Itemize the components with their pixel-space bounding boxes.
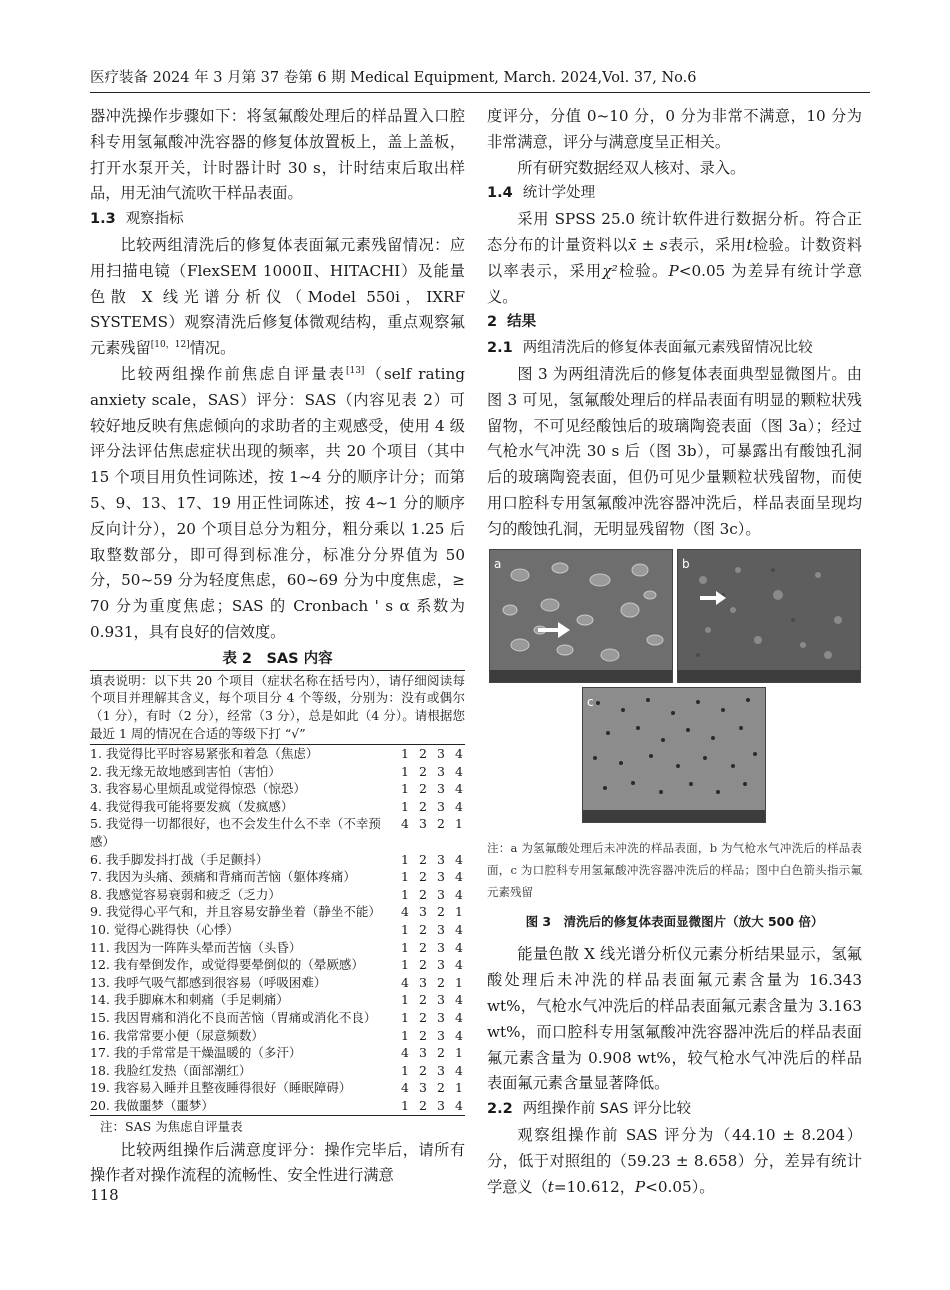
table-row-scores — [401, 780, 465, 798]
score-cell: 3 — [437, 781, 445, 797]
score-cell: 1 — [401, 851, 409, 867]
score-cell: 1 — [401, 763, 409, 779]
table-row-item: 20. 我做噩梦（噩梦） — [90, 1097, 214, 1113]
table-row — [90, 763, 465, 781]
score-cell: 1 — [455, 904, 463, 920]
table-row-item: 4. 我觉得我可能将要发疯（发疯感） — [90, 798, 294, 814]
score-cell: 1 — [455, 816, 463, 832]
table-row-item: 6. 我手脚发抖打战（手足颤抖） — [90, 851, 269, 867]
citation-ref: [10，12] — [150, 340, 190, 351]
figure-label-a: a — [494, 556, 502, 571]
table-row-item: 10. 觉得心跳得快（心悸） — [90, 922, 239, 938]
score-cell: 3 — [419, 816, 427, 832]
table-row — [90, 956, 465, 974]
score-cell: 3 — [419, 974, 427, 990]
table-row-item: 16. 我常常要小便（尿意频数） — [90, 1027, 264, 1043]
table-row-scores — [401, 991, 465, 1009]
table-row-item: 2. 我无缘无故地感到害怕（害怕） — [90, 763, 281, 779]
table-row-item: 5. 我觉得一切都很好，也不会发生什么不幸（不幸预感） — [90, 816, 381, 850]
score-cell: 3 — [437, 869, 445, 885]
score-cell: 1 — [455, 1080, 463, 1096]
table-row-item: 3. 我容易心里烦乱或觉得惊恐（惊恐） — [90, 781, 306, 797]
score-cell: 1 — [401, 781, 409, 797]
score-cell: 1 — [401, 1097, 409, 1113]
score-cell: 3 — [437, 939, 445, 955]
table-row-item: 17. 我的手常常是干燥温暖的（多汗） — [90, 1045, 302, 1061]
score-cell: 4 — [455, 851, 463, 867]
right-column — [487, 104, 862, 1200]
score-cell: 1 — [401, 957, 409, 973]
table-body — [90, 745, 465, 1114]
table-row-scores — [401, 886, 465, 904]
paragraph-satisfaction: 比较两组操作后满意度评分：操作完毕后，请所有操作者对操作流程的流畅性、安全性进行满意 — [90, 1140, 465, 1185]
score-cell: 3 — [437, 922, 445, 938]
table-row-scores — [401, 1009, 465, 1027]
table-row — [90, 886, 465, 904]
score-cell: 1 — [401, 1062, 409, 1078]
table-row — [90, 903, 465, 921]
table-row — [90, 1079, 465, 1097]
score-cell: 4 — [455, 922, 463, 938]
table-row-scores — [401, 939, 465, 957]
paragraph-statistics: 采用 SPSS 25.0 统计软件进行数据分析。符合正态分布的计量资料以x̄ ± s表示，采用t检验。计数资料以率表示，采用χ²检验。P<0.05 为差异有统计学意义。 — [487, 210, 863, 306]
table-row-scores — [401, 815, 465, 833]
score-cell: 2 — [437, 816, 445, 832]
score-cell: 4 — [455, 992, 463, 1008]
score-cell: 2 — [419, 746, 427, 762]
table-row-item: 1. 我觉得比平时容易紧张和着急（焦虑） — [90, 746, 319, 762]
section-heading-2-1: 2.1 两组清洗后的修复体表面氟元素残留情况比较 — [487, 340, 813, 357]
score-cell: 2 — [437, 1080, 445, 1096]
table-row-item: 18. 我脸红发热（面部潮红） — [90, 1062, 252, 1078]
score-cell: 2 — [437, 1045, 445, 1061]
table-row-item: 13. 我呼气吸气都感到很容易（呼吸困难） — [90, 974, 327, 990]
table-row-scores — [401, 851, 465, 869]
left-column — [90, 104, 465, 1189]
score-cell: 2 — [419, 1010, 427, 1026]
table-title: 表 2 SAS 内容 — [222, 650, 333, 667]
score-cell: 4 — [455, 1097, 463, 1113]
table-row-scores — [401, 956, 465, 974]
score-cell: 1 — [455, 974, 463, 990]
paragraph-observation-fluorine: 比较两组清洗后的修复体表面氟元素残留情况：应用扫描电镜（FlexSEM 1000Ⅱ、HITACHI）及能量色散 X 线光谱分析仪（Model 550i，IXRF SYSTEMS）观察清洗后修复体微观结构，重点观察氟元素残留[10，12]情况。 — [90, 235, 465, 358]
score-cell: 2 — [419, 763, 427, 779]
figure-label-c: c — [587, 694, 594, 709]
score-cell: 2 — [419, 1097, 427, 1113]
score-cell: 2 — [419, 798, 427, 814]
score-cell: 4 — [455, 763, 463, 779]
score-cell: 3 — [437, 798, 445, 814]
score-cell: 2 — [419, 886, 427, 902]
score-cell: 4 — [455, 869, 463, 885]
table-row-item: 15. 我因胃痛和消化不良而苦恼（胃痛或消化不良） — [90, 1010, 377, 1026]
score-cell: 3 — [437, 763, 445, 779]
table-row — [90, 974, 465, 992]
score-cell: 4 — [401, 974, 409, 990]
score-cell: 3 — [419, 1080, 427, 1096]
score-cell: 1 — [401, 939, 409, 955]
score-cell: 1 — [401, 886, 409, 902]
table-row-scores — [401, 1079, 465, 1097]
header-rule — [90, 92, 870, 93]
table-row — [90, 798, 465, 816]
micrograph-a — [489, 549, 673, 683]
table-row-scores — [401, 903, 465, 921]
figure-title: 图 3 清洗后的修复体表面显微图片（放大 500 倍） — [525, 913, 824, 929]
score-cell: 4 — [455, 1010, 463, 1026]
table-row-scores — [401, 974, 465, 992]
score-cell: 2 — [437, 904, 445, 920]
section-heading-2: 2 结果 — [487, 314, 537, 331]
score-cell: 3 — [437, 746, 445, 762]
score-cell: 4 — [401, 1045, 409, 1061]
citation-ref: [13] — [345, 365, 365, 376]
score-cell: 4 — [455, 886, 463, 902]
score-cell: 2 — [419, 922, 427, 938]
score-cell: 3 — [419, 904, 427, 920]
score-cell: 4 — [401, 1080, 409, 1096]
score-cell: 4 — [401, 816, 409, 832]
micrograph-b — [677, 549, 861, 683]
score-cell: 4 — [455, 1062, 463, 1078]
micrograph-c — [582, 687, 766, 823]
table-row-item: 7. 我因为头痛、颈痛和背痛而苦恼（躯体疼痛） — [90, 869, 356, 885]
score-cell: 2 — [419, 992, 427, 1008]
score-cell: 4 — [455, 1027, 463, 1043]
score-cell: 3 — [437, 851, 445, 867]
table-row-scores — [401, 921, 465, 939]
score-cell: 1 — [401, 992, 409, 1008]
score-cell: 3 — [437, 1062, 445, 1078]
score-cell: 1 — [401, 922, 409, 938]
table-row-scores — [401, 1027, 465, 1045]
table-row — [90, 1027, 465, 1045]
table-row-item: 19. 我容易入睡并且整夜睡得很好（睡眠障碍） — [90, 1080, 352, 1096]
table-row-item: 12. 我有晕倒发作，或觉得要晕倒似的（晕厥感） — [90, 957, 364, 973]
score-cell: 3 — [437, 992, 445, 1008]
score-cell: 2 — [419, 1062, 427, 1078]
score-cell: 3 — [437, 957, 445, 973]
paragraph-figure-description: 图 3 为两组清洗后的修复体表面典型显微图片。由图 3 可见，氢氟酸处理后的样品表面有明显的颗粒状残留物，不可见经酸蚀后的玻璃陶瓷表面（图 3a）；经过气枪水气冲洗 30 s 后（图 3b），可暴露出有酸蚀孔洞后的玻璃陶瓷表面，但仍可见少量颗粒状残留物，而使用口腔科专用氢氟酸冲洗容器冲洗后，样品表面呈现均匀的酸蚀孔洞，无明显残留物（图 3c）。 — [487, 364, 862, 538]
table-instructions: 填表说明：以下共 20 个项目（症状名称在括号内），请仔细阅读每个项目并理解其含义，每个项目分 4 个等级，分别为：没有或偶尔（1 分），有时（2 分），经常（3 分），总是如此（4 分）。请根据您最近 1 周的情况在合适的等级下打 “√” — [90, 671, 465, 745]
score-cell: 4 — [455, 939, 463, 955]
score-cell: 1 — [401, 798, 409, 814]
section-heading-2-2: 2.2 两组操作前 SAS 评分比较 — [487, 1101, 692, 1118]
score-cell: 3 — [437, 1027, 445, 1043]
table-row — [90, 1009, 465, 1027]
score-cell: 3 — [437, 1010, 445, 1026]
table-row-scores — [401, 1062, 465, 1080]
figure-3 — [487, 549, 862, 835]
table-row — [90, 939, 465, 957]
score-cell: 1 — [401, 869, 409, 885]
figure-label-b: b — [682, 556, 690, 571]
score-cell: 2 — [437, 974, 445, 990]
section-heading-1-3: 1.3 观察指标 — [90, 211, 184, 228]
table-row — [90, 868, 465, 886]
table-row-item: 14. 我手脚麻木和刺痛（手足刺痛） — [90, 992, 289, 1008]
paragraph-sas-description: 比较两组操作前焦虑自评量表[13]（self rating anxiety scale，SAS）评分：SAS（内容见表 2）可较好地反映有焦虑倾向的求助者的主观感受，使用 4 级评分法评估焦虑症状出现的频率，共 20 个项目（其中 15 个项目用负性词陈述，按 1~4 分的顺序计分；而第 5、9、13、17、19 用正性词陈述，按 4~1 分的顺序反向计分），20 个项目总分为粗分，粗分乘以 1.25 后取整数部分，即可得到标准分，标准分分界值为 50 分，50~59 分为轻度焦虑，60~69 分为中度焦虑，≥ 70 分为重度焦虑；SAS 的 Cronbach ' s α 系数为 0.931，具有良好的信效度。 — [90, 364, 465, 641]
table-row — [90, 921, 465, 939]
table-row-scores — [401, 745, 465, 763]
table-row-item: 8. 我感觉容易衰弱和疲乏（乏力） — [90, 886, 281, 902]
score-cell: 4 — [455, 798, 463, 814]
score-cell: 2 — [419, 851, 427, 867]
score-cell: 3 — [437, 886, 445, 902]
paragraph-sas-results: 观察组操作前 SAS 评分为（44.10 ± 8.204）分，低于对照组的（59.23 ± 8.658）分，差异有统计学意义（t=10.612，P<0.05）。 — [487, 1125, 862, 1196]
table-row — [90, 1062, 465, 1080]
table-row-scores — [401, 1044, 465, 1062]
table-row-scores — [401, 798, 465, 816]
score-cell: 4 — [401, 904, 409, 920]
table-note: 注：SAS 为焦虑自评量表 — [100, 1118, 243, 1134]
sas-table — [90, 670, 465, 1116]
paragraph-data-entry: 所有研究数据经双人核对、录入。 — [517, 158, 746, 177]
score-cell: 2 — [419, 1027, 427, 1043]
paragraph-satisfaction-cont: 度评分，分值 0~10 分，0 分为非常不满意，10 分为非常满意，评分与满意度呈正相关。 — [487, 107, 862, 151]
score-cell: 2 — [419, 939, 427, 955]
table-row — [90, 745, 465, 763]
table-row — [90, 851, 465, 869]
table-row — [90, 1097, 465, 1115]
section-heading-1-4: 1.4 统计学处理 — [487, 185, 596, 202]
score-cell: 3 — [437, 1097, 445, 1113]
table-row-scores — [401, 868, 465, 886]
score-cell: 4 — [455, 957, 463, 973]
running-header: 医疗装备 2024 年 3 月第 37 卷第 6 期 Medical Equipment, March. 2024,Vol. 37, No.6 — [90, 70, 697, 86]
page-number: 118 — [90, 1186, 119, 1204]
score-cell: 4 — [455, 746, 463, 762]
paragraph-procedure: 器冲洗操作步骤如下：将氢氟酸处理后的样品置入口腔科专用氢氟酸冲洗容器的修复体放置板上，盖上盖板，打开水泵开关，计时器计时 30 s，计时结束后取出样品，用无油气流吹干样品表面。 — [90, 107, 465, 203]
score-cell: 1 — [401, 1010, 409, 1026]
score-cell: 1 — [401, 746, 409, 762]
table-row — [90, 1044, 465, 1062]
table-row — [90, 815, 465, 850]
score-cell: 4 — [455, 781, 463, 797]
figure-note: 注：a 为氢氟酸处理后未冲洗的样品表面，b 为气枪水气冲洗后的样品表面，c 为口腔科专用氢氟酸冲洗容器冲洗后的样品；图中白色箭头指示氟元素残留 — [487, 840, 862, 899]
score-cell: 1 — [455, 1045, 463, 1061]
table-row-scores — [401, 1097, 465, 1115]
score-cell: 2 — [419, 781, 427, 797]
table-row — [90, 991, 465, 1009]
table-row-item: 9. 我觉得心平气和，并且容易安静坐着（静坐不能） — [90, 904, 381, 920]
score-cell: 1 — [401, 1027, 409, 1043]
score-cell: 2 — [419, 869, 427, 885]
paragraph-eds-results: 能量色散 X 线光谱分析仪元素分析结果显示，氢氟酸处理后未冲洗的样品表面氟元素含量为 16.343 wt%，气枪水气冲洗后的样品表面氟元素含量为 3.163 wt%，而口腔科专用氢氟酸冲洗容器冲洗后的样品表面氟元素含量为 0.908 wt%，较气枪水气冲洗后的样品表面氟元素含量显著降低。 — [487, 945, 862, 1093]
table-row-item: 11. 我因为一阵阵头晕而苦恼（头昏） — [90, 939, 302, 955]
table-row — [90, 780, 465, 798]
table-row-scores — [401, 763, 465, 781]
score-cell: 3 — [419, 1045, 427, 1061]
score-cell: 2 — [419, 957, 427, 973]
